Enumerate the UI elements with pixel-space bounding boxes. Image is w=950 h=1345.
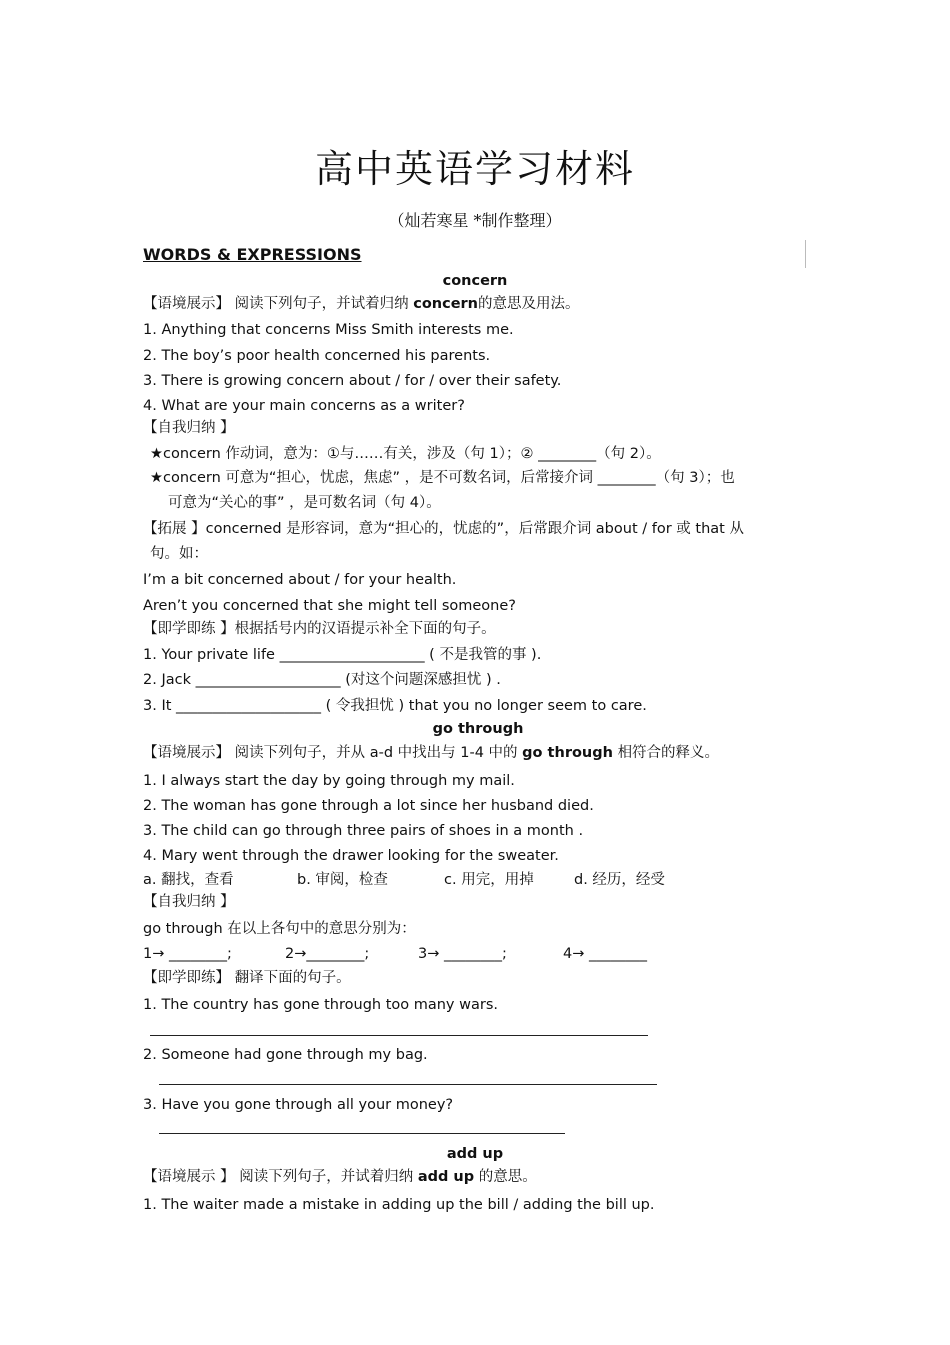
go-through-sentence-2: 2. The woman has gone through a lot since her husband died. — [143, 798, 594, 814]
concern-self-summary: 【自我归纳 】 — [143, 420, 235, 436]
go-through-sentence-4: 4. Mary went through the drawer looking for the sweater. — [143, 848, 559, 864]
go-through-sentence-1: 1. I always start the day by going through my mail. — [143, 773, 515, 789]
go-through-practice-1: 1. The country has gone through too many wars. — [143, 997, 498, 1013]
go-through-practice-2: 2. Someone had gone through my bag. — [143, 1047, 428, 1063]
go-through-practice: 【即学即练】 翻译下面的句子。 — [143, 970, 351, 986]
go-through-option-c: c. 用完，用掉 — [444, 872, 534, 888]
go-through-self-summary: 【自我归纳 】 — [143, 894, 235, 910]
go-through-meaning-3: 3→ ________; — [418, 946, 507, 962]
concern-example-1: I’m a bit concerned about / for your health. — [143, 572, 457, 588]
go-through-option-a: a. 翻找，查看 — [143, 872, 234, 888]
concern-intro: 【语境展示】 阅读下列句子，并试着归纳 concern的意思及用法。 — [143, 296, 580, 312]
concern-example-2: Aren’t you concerned that she might tell someone? — [143, 598, 516, 614]
add-up-sentence-1: 1. The waiter made a mistake in adding up the bill / adding the bill up. — [143, 1197, 655, 1213]
page-title: 高中英语学习材料 — [314, 147, 635, 191]
answer-line-2[interactable] — [159, 1084, 657, 1085]
go-through-meaning-4: 4→ ________ — [563, 946, 647, 962]
concern-extension: 【拓展 】concerned 是形容词，意为“担心的，忧虑的”，后常跟介词 about / for 或 that 从 — [143, 521, 744, 537]
concern-heading: concern — [442, 273, 508, 289]
concern-sentence-2: 2. The boy’s poor health concerned his parents. — [143, 348, 491, 364]
concern-practice-1: 1. Your private life ____________________ ( 不是我管的事 ). — [143, 647, 542, 663]
go-through-heading: go through — [432, 721, 524, 737]
go-through-sentence-3: 3. The child can go through three pairs of shoes in a month . — [143, 823, 584, 839]
concern-sentence-3: 3. There is growing concern about / for / over their safety. — [143, 373, 562, 389]
concern-practice-2: 2. Jack ____________________ (对这个问题深感担忧 ) . — [143, 672, 501, 688]
concern-star-2b: 可意为“关心的事” ，是可数名词（句 4）。 — [168, 495, 441, 511]
add-up-heading: add up — [446, 1146, 504, 1162]
page-subtitle: （灿若寒星 *制作整理） — [388, 211, 562, 230]
go-through-option-b: b. 审阅，检查 — [297, 872, 388, 888]
go-through-option-d: d. 经历，经受 — [574, 872, 665, 888]
go-through-intro: 【语境展示】 阅读下列句子，并从 a-d 中找出与 1-4 中的 go through 相符合的释义。 — [143, 745, 720, 761]
go-through-meaning: go through 在以上各句中的意思分别为： — [143, 921, 416, 937]
go-through-meaning-1: 1→ ________; — [143, 946, 232, 962]
margin-line — [805, 240, 806, 268]
concern-extension-2: 句。如： — [150, 546, 208, 562]
concern-star-2: ★concern 可意为“担心，忧虑，焦虑” ，是不可数名词，后常接介词 ________（句 3）；也 — [150, 470, 735, 486]
concern-practice: 【即学即练 】根据括号内的汉语提示补全下面的句子。 — [143, 621, 496, 637]
go-through-meaning-2: 2→________; — [285, 946, 370, 962]
go-through-practice-3: 3. Have you gone through all your money? — [143, 1097, 454, 1113]
concern-sentence-4: 4. What are your main concerns as a writer? — [143, 398, 465, 414]
add-up-intro: 【语境展示 】 阅读下列句子，并试着归纳 add up 的意思。 — [143, 1169, 537, 1185]
section-heading: WORDS & EXPRESSIONS — [143, 245, 362, 264]
concern-practice-3: 3. It ____________________ ( 令我担忧 ) that you no longer seem to care. — [143, 698, 647, 714]
concern-sentence-1: 1. Anything that concerns Miss Smith interests me. — [143, 322, 514, 338]
answer-line-1[interactable] — [150, 1035, 648, 1036]
concern-star-1: ★concern 作动词，意为：①与……有关，涉及（句 1）；② ________（句 2）。 — [150, 446, 661, 462]
answer-line-3[interactable] — [159, 1133, 565, 1134]
